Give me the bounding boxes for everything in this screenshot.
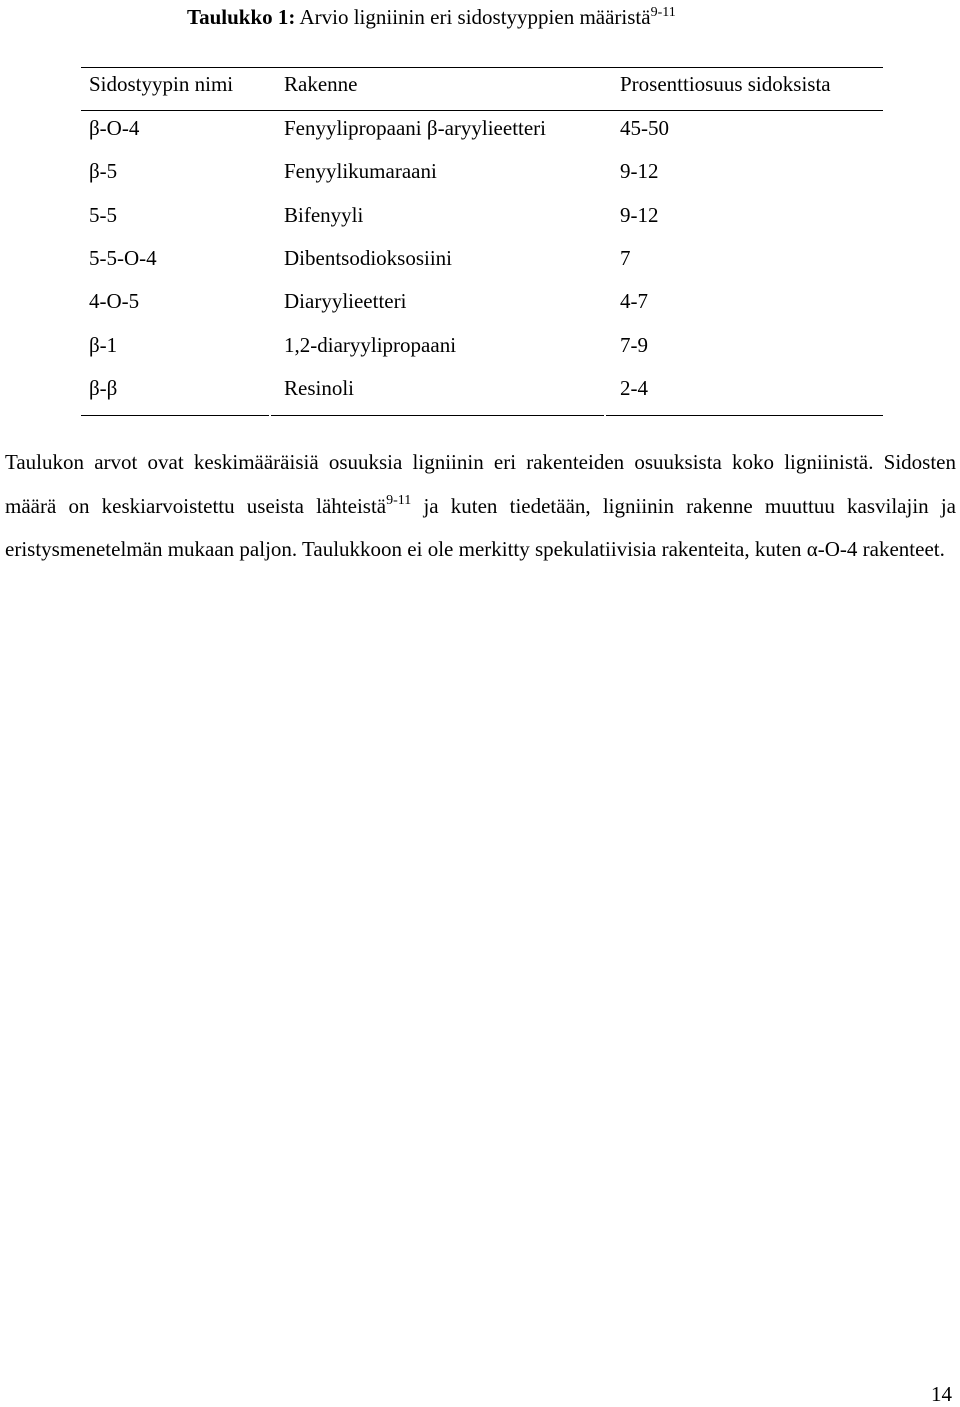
table-cell-bond-type: β-O-4 xyxy=(89,116,140,140)
table-cell-percentage: 4-7 xyxy=(620,289,648,313)
table-top-rule xyxy=(81,67,883,68)
table-cell-percentage: 7 xyxy=(620,246,631,270)
table-cell-bond-type: β-1 xyxy=(89,333,118,357)
table-cell-percentage: 9-12 xyxy=(620,203,659,227)
table-cell-bond-type: 4-O-5 xyxy=(89,289,140,313)
table-caption-text: Arvio ligniinin eri sidostyyppien määristä xyxy=(295,5,651,29)
table-cell-percentage: 45-50 xyxy=(620,116,669,140)
table-cell-structure: Resinoli xyxy=(284,376,355,400)
table-caption-label: Taulukko 1: xyxy=(187,5,296,29)
table-cell-structure: Fenyylipropaani β-aryylieetteri xyxy=(284,116,547,140)
body-paragraph-part-2: ja kuten tiedetään, ligniinin rakenne muuttuu kasvilajin ja eristysmenetelmän mukaan paljon. Taulukkoon ei ole merkitty spekulatiivisia rakenteita, kuten α-O-4 rakenteet. xyxy=(5,493,956,561)
table-header-bond-type: Sidostyypin nimi xyxy=(89,72,234,96)
table-cell-bond-type: β-5 xyxy=(89,159,118,183)
table-cell-structure: Dibentsodioksosiini xyxy=(284,246,453,270)
table-cell-percentage: 2-4 xyxy=(620,376,648,400)
table-header-percentage: Prosenttiosuus sidoksista xyxy=(620,72,831,96)
table-bottom-rule-col1 xyxy=(81,415,269,416)
table-header-structure: Rakenne xyxy=(284,72,358,96)
table-caption-reference: 9-11 xyxy=(650,5,676,20)
table-bottom-rule-col2 xyxy=(271,415,604,416)
table-cell-percentage: 9-12 xyxy=(620,159,659,183)
table-cell-structure: Fenyylikumaraani xyxy=(284,159,437,183)
table-cell-structure: Diaryylieetteri xyxy=(284,289,407,313)
table-cell-bond-type: 5-5-O-4 xyxy=(89,246,157,270)
table-header-rule xyxy=(81,110,883,111)
page-number: 14 xyxy=(931,1382,952,1406)
body-paragraph-part-1: Taulukon arvot ovat keskimääräisiä osuuksia ligniinin eri rakenteiden osuuksista koko ligniinistä. Sidosten määrä on keskiarvoistettu useista lähteistä xyxy=(5,450,956,518)
table-cell-percentage: 7-9 xyxy=(620,333,648,357)
table-cell-bond-type: β-β xyxy=(89,376,118,400)
table-cell-structure: Bifenyyli xyxy=(284,203,364,227)
table-cell-bond-type: 5-5 xyxy=(89,203,117,227)
body-paragraph xyxy=(5,441,956,572)
table-caption xyxy=(187,3,676,31)
body-paragraph-reference: 9-11 xyxy=(386,492,412,508)
table-cell-structure: 1,2-diaryylipropaani xyxy=(284,333,457,357)
table-bottom-rule-col3 xyxy=(606,415,883,416)
